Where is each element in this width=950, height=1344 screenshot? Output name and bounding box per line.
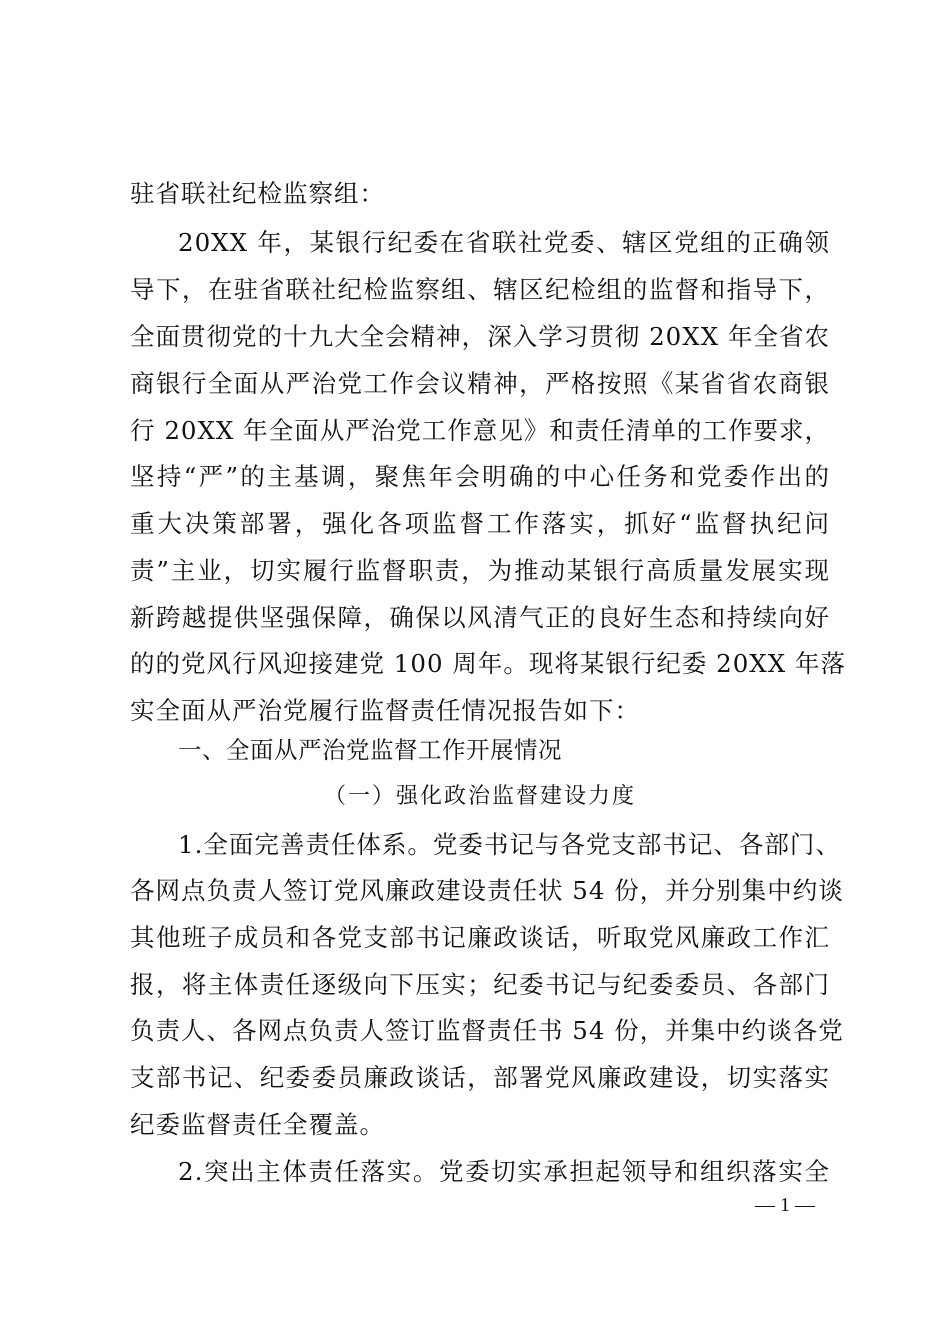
intro-line: 责”主业，切实履行监督职责，为推动某银行高质量发展实现 — [130, 556, 830, 585]
intro-line: 的的党风行风迎接建党 100 周年。现将某银行纪委 20XX 年落 — [130, 649, 846, 678]
paragraph-line: 负责人、各网点负责人签订监督责任书 54 份，并集中约谈各党 — [130, 1016, 844, 1045]
paragraph-line: 纪委监督责任全覆盖。 — [130, 1110, 385, 1139]
paragraph-line: 支部书记、纪委委员廉政谈话，部署党风廉政建设，切实落实 — [130, 1063, 830, 1092]
intro-line: 实全面从严治党履行监督责任情况报告如下： — [130, 696, 640, 725]
intro-line: 重大决策部署，强化各项监督工作落实，抓好“监督执纪问 — [130, 509, 830, 538]
paragraph-line: 各网点负责人签订党风廉政建设责任状 54 份，并分别集中约谈 — [130, 876, 844, 905]
intro-line: 全面贯彻党的十九大全会精神，深入学习贯彻 20XX 年全省农 — [130, 322, 830, 351]
paragraph-line: 1.全面完善责任体系。党委书记与各党支部书记、各部门、 — [178, 830, 841, 859]
section-heading: 一、全面从严治党监督工作开展情况 — [178, 736, 562, 764]
subsection-heading: （一）强化政治监督建设力度 — [323, 784, 636, 809]
intro-line: 行 20XX 年全面从严治党工作意见》和责任清单的工作要求， — [130, 416, 830, 445]
page-number: — 1 — — [755, 1194, 815, 1216]
salutation: 驻省联社纪检监察组： — [130, 179, 385, 208]
intro-line: 坚持“严”的主基调，聚焦年会明确的中心任务和党委作出的 — [130, 462, 830, 491]
intro-line: 商银行全面从严治党工作会议精神，严格按照《某省省农商银 — [130, 369, 830, 398]
paragraph-line: 报，将主体责任逐级向下压实；纪委书记与纪委委员、各部门 — [130, 970, 830, 999]
paragraph-line: 其他班子成员和各党支部书记廉政谈话，听取党风廉政工作汇 — [130, 923, 830, 952]
intro-line: 新跨越提供坚强保障，确保以风清气正的良好生态和持续向好 — [130, 603, 830, 632]
intro-line: 20XX 年，某银行纪委在省联社党委、辖区党组的正确领 — [178, 228, 830, 257]
intro-line: 导下，在驻省联社纪检监察组、辖区纪检组的监督和指导下， — [130, 275, 830, 304]
paragraph-line: 2.突出主体责任落实。党委切实承担起领导和组织落实全 — [178, 1157, 830, 1186]
